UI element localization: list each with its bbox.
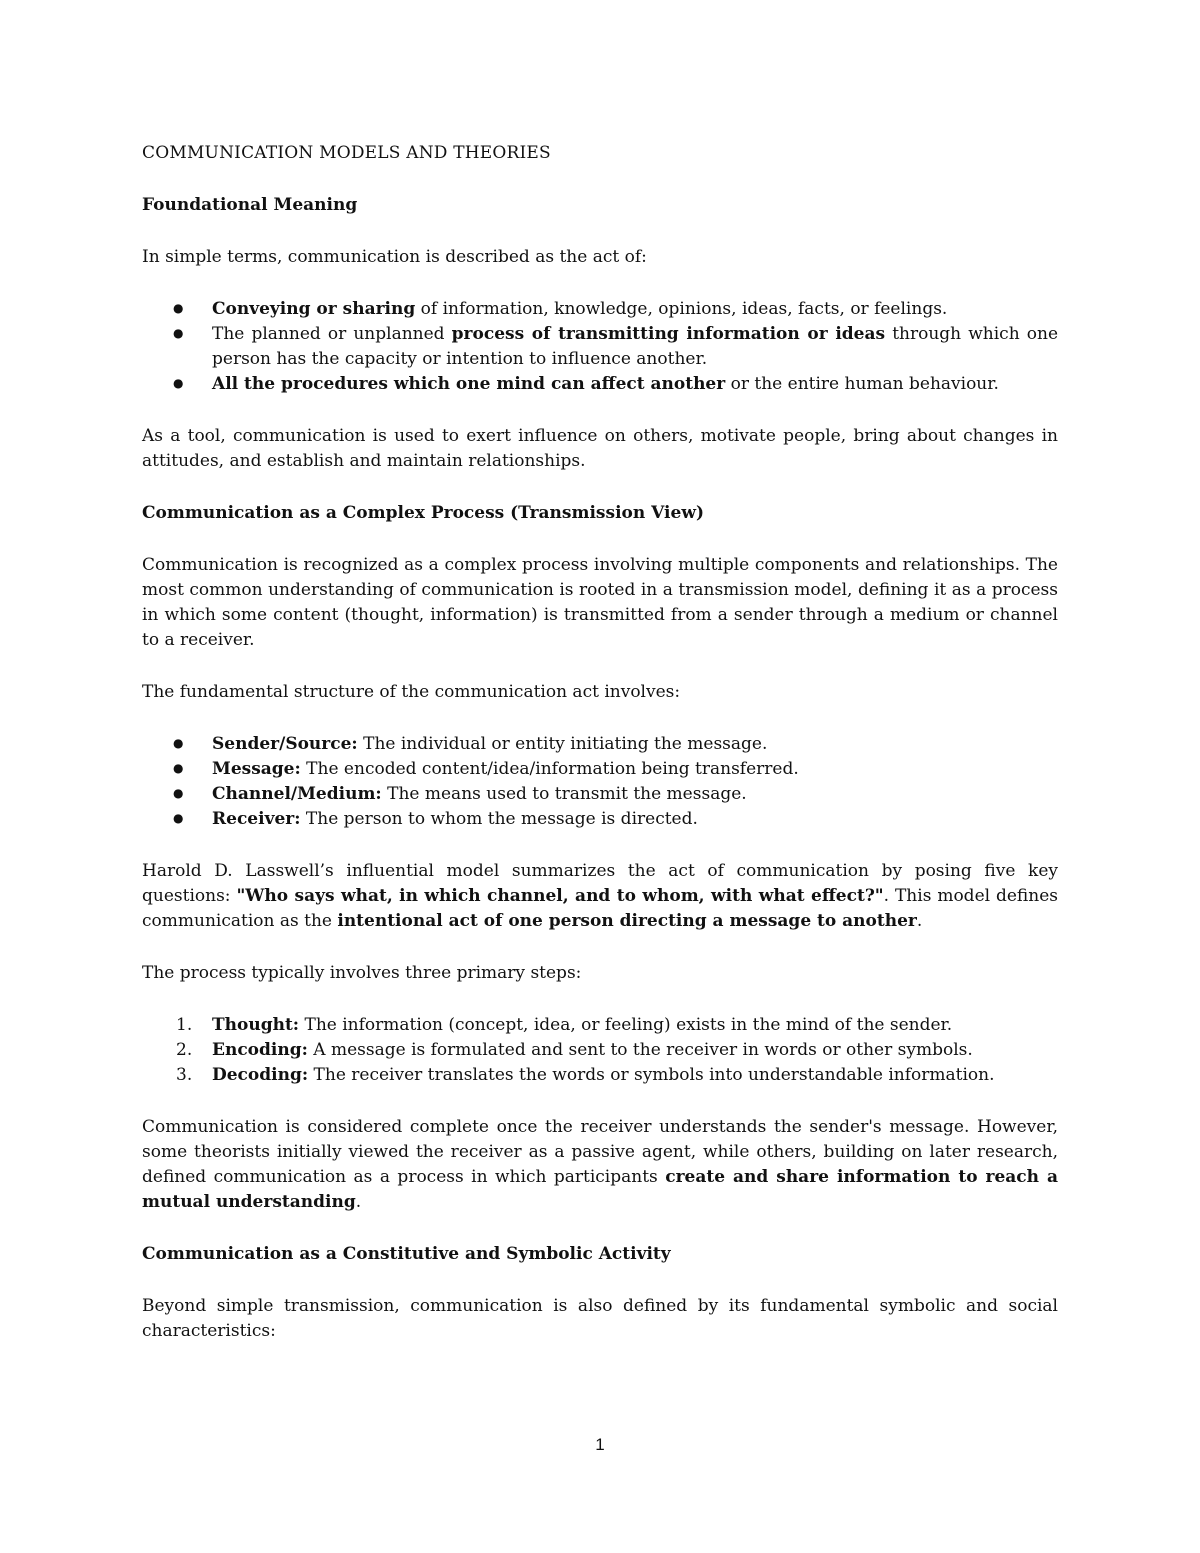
list-number: 2. (176, 1040, 193, 1060)
paragraph-tool: As a tool, communication is used to exert influence on others, motivate people, bring about changes in attitudes, and establish and maintain relationships. (142, 426, 1058, 471)
paragraph-symbolic: Beyond simple transmission, communication is also defined by its fundamental symbolic and social characteristics: (142, 1296, 1058, 1341)
item-text: The person to whom the message is directed. (300, 809, 698, 829)
bold-term: Sender/Source: (212, 734, 358, 754)
paragraph-text: . (916, 911, 923, 931)
bold-phrase: intentional act of one person directing a message to another (337, 911, 917, 931)
page-number: 1 (595, 1435, 605, 1454)
bold-term: All the procedures which one mind can affect another (212, 374, 726, 394)
list-item (142, 782, 1058, 807)
item-text: The planned or unplanned (212, 324, 452, 344)
list-item (142, 1038, 1058, 1063)
bold-quote: "Who says what, in which channel, and to whom, with what effect?" (236, 886, 884, 906)
paragraph-steps-intro: The process typically involves three primary steps: (142, 963, 582, 983)
list-item (142, 1013, 1058, 1038)
document-title: COMMUNICATION MODELS AND THEORIES (142, 143, 551, 163)
item-text: The information (concept, idea, or feeling) exists in the mind of the sender. (299, 1015, 953, 1035)
bold-term: Conveying or sharing (212, 299, 416, 319)
section-heading-symbolic-activity: Communication as a Constitutive and Symbolic Activity (142, 1244, 671, 1264)
paragraph-text: Communication is considered complete once the receiver understands the sender's message. However, some theorists initially viewed the receiver as a passive agent, while others, building on later research, defined communication as a process in which participants (142, 1117, 1058, 1187)
section-heading-complex-process: Communication as a Complex Process (Transmission View) (142, 503, 704, 523)
item-text: The individual or entity initiating the message. (357, 734, 768, 754)
bold-term: Decoding: (212, 1065, 309, 1085)
bold-term: process of transmitting information or ideas (451, 324, 886, 344)
paragraph-transmission: Communication is recognized as a complex process involving multiple components and relationships. The most common understanding of communication is rooted in a transmission model, defining it as a process in which some content (thought, information) is transmitted from a sender through a medium or channel to a receiver. (142, 555, 1058, 650)
list-number: 3. (176, 1065, 193, 1085)
bold-term: Thought: (212, 1015, 300, 1035)
item-text: The receiver translates the words or symbols into understandable information. (308, 1065, 995, 1085)
bold-phrase: create and share information to reach a mutual understanding (142, 1167, 1058, 1212)
definition-list (142, 297, 1058, 397)
list-item (142, 757, 1058, 782)
list-number: 1. (176, 1015, 193, 1035)
list-item (142, 297, 1058, 322)
bold-term: Message: (212, 759, 301, 779)
item-text: A message is formulated and sent to the receiver in words or other symbols. (307, 1040, 973, 1060)
paragraph-intro: In simple terms, communication is described as the act of: (142, 247, 647, 267)
paragraph-text: . This model defines communication as the (142, 886, 1058, 931)
components-list (142, 732, 1058, 832)
item-text: or the entire human behaviour. (725, 374, 999, 394)
section-heading-foundational-meaning: Foundational Meaning (142, 195, 358, 215)
paragraph-lasswell (142, 859, 1058, 934)
steps-list (142, 1013, 1058, 1088)
list-item (142, 372, 1058, 397)
paragraph-structure-intro: The fundamental structure of the communication act involves: (142, 682, 681, 702)
list-item (142, 322, 1058, 372)
paragraph-complete (142, 1115, 1058, 1215)
item-text: through which one person has the capacity or intention to influence another. (212, 324, 1059, 369)
paragraph-text: . (355, 1192, 362, 1212)
item-text: The means used to transmit the message. (381, 784, 747, 804)
bold-term: Receiver: (212, 809, 301, 829)
paragraph-text: Harold D. Lasswell’s influential model summarizes the act of communication by posing five key questions: (142, 861, 1058, 906)
document-body (142, 141, 1058, 1371)
bold-term: Channel/Medium: (212, 784, 382, 804)
list-item (142, 807, 1058, 832)
item-text: The encoded content/idea/information being transferred. (300, 759, 799, 779)
bold-term: Encoding: (212, 1040, 308, 1060)
list-item (142, 732, 1058, 757)
item-text: of information, knowledge, opinions, ideas, facts, or feelings. (415, 299, 948, 319)
list-item (142, 1063, 1058, 1088)
